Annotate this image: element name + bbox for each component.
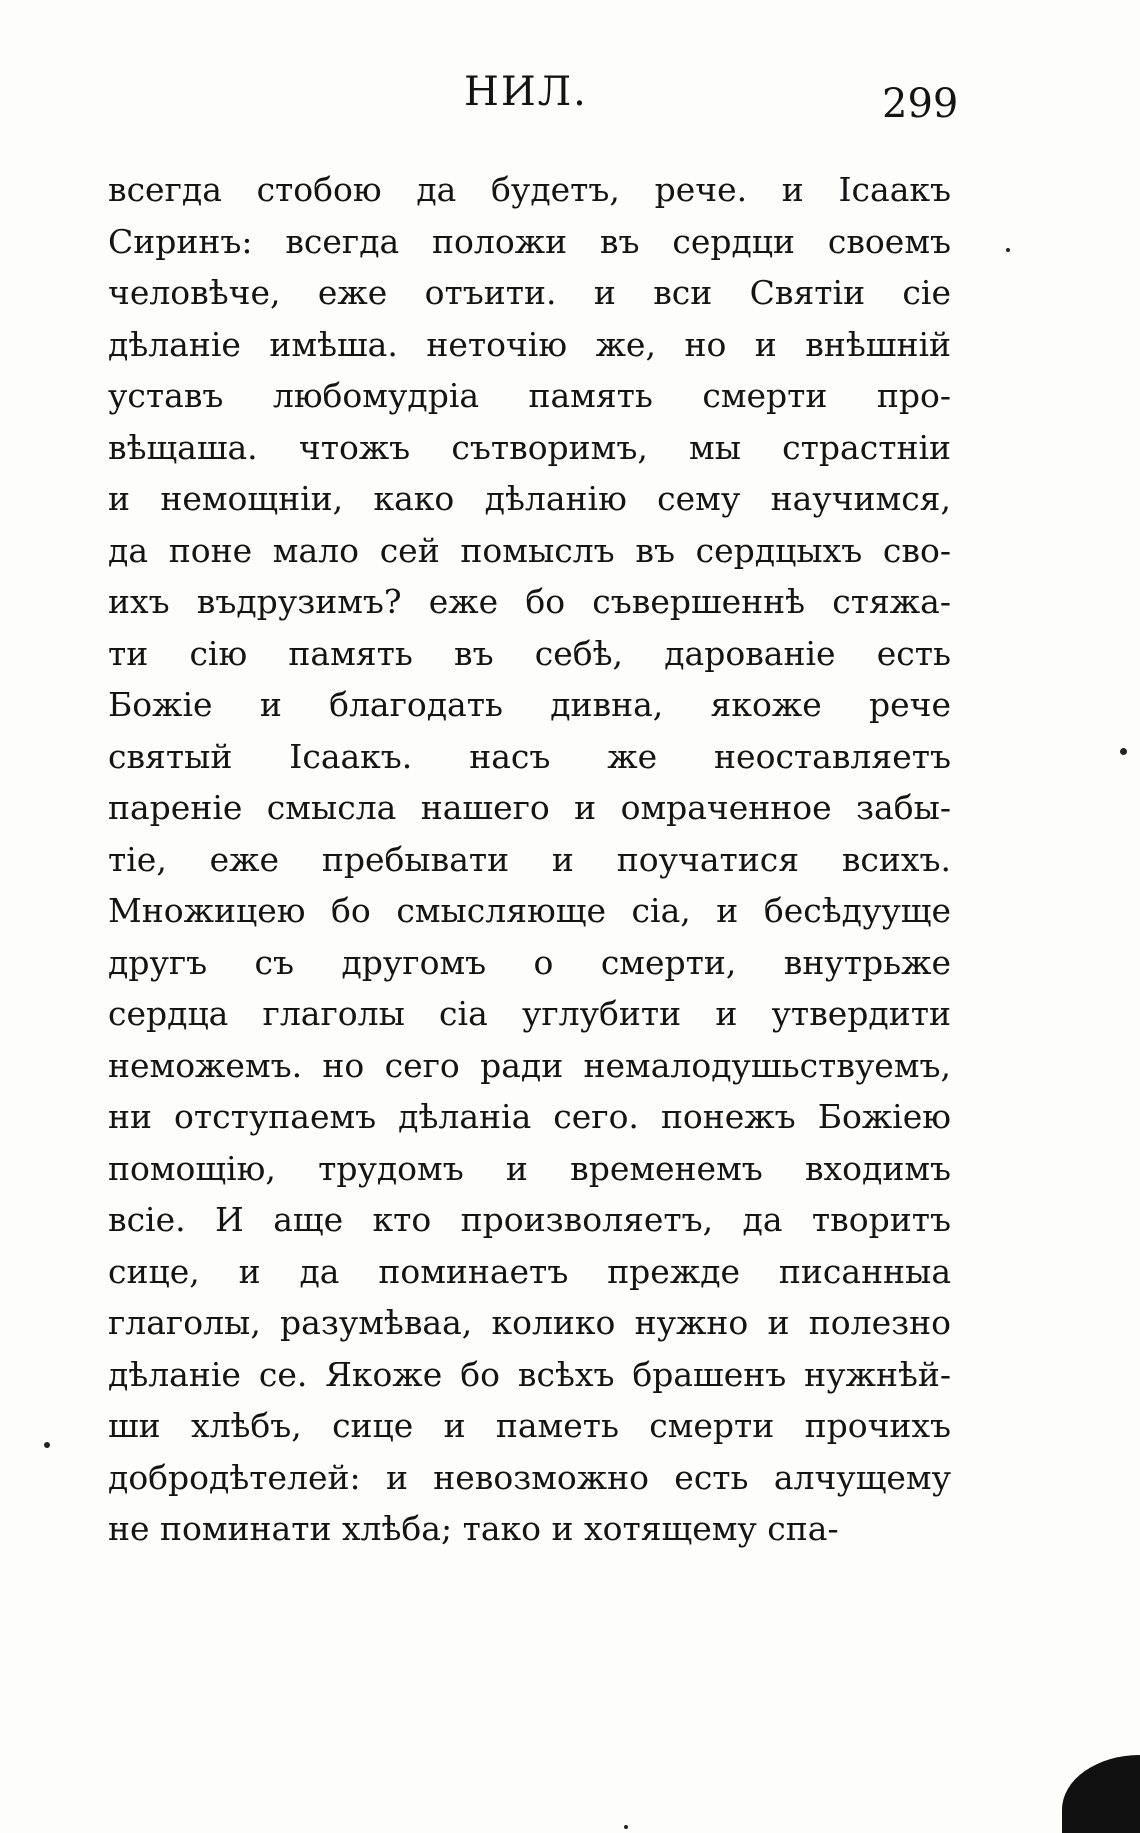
text-line: помощію, трудомъ и временемъ входимъ bbox=[108, 1148, 951, 1188]
text-line: дѣланіе имѣша. неточію же, но и внѣшній bbox=[108, 324, 951, 364]
page-number: 299 bbox=[882, 81, 959, 127]
text-line: ши хлѣбъ, сице и паметь смерти прочихъ bbox=[108, 1406, 951, 1445]
scan-speck bbox=[44, 1442, 50, 1448]
text-line: и немощніи, како дѣланію сему научимся, bbox=[108, 479, 951, 518]
text-line: вѣщаша. чтожъ сътворимъ, мы страстніи bbox=[108, 427, 951, 467]
corner-blot bbox=[1062, 1755, 1140, 1833]
text-line: святый Ісаакъ. насъ же неоставляетъ bbox=[108, 736, 951, 776]
text-line: ни отступаемъ дѣланіа сего. понежъ Божіею bbox=[108, 1097, 951, 1136]
text-line: уставъ любомудріа память смерти про- bbox=[108, 376, 951, 415]
scan-speck bbox=[1120, 748, 1127, 755]
scan-speck bbox=[1006, 248, 1010, 252]
text-line: Божіе и благодать дивна, якоже рече bbox=[108, 685, 951, 724]
text-line: сице, и да поминаетъ прежде писанныа bbox=[108, 1251, 951, 1291]
text-line: всіе. И аще кто произволяетъ, да творитъ bbox=[108, 1200, 951, 1239]
text-line: пареніе смысла нашего и омраченное забы- bbox=[108, 788, 951, 827]
text-line: дѣланіе се. Якоже бо всѣхъ брашенъ нужнѣй- bbox=[108, 1354, 951, 1394]
text-line: сердца глаголы сіа углубити и утвердити bbox=[108, 994, 951, 1033]
text-line: тіе, еже пребывати и поучатися всихъ. bbox=[108, 839, 951, 879]
text-line: другъ съ другомъ о смерти, внутрьже bbox=[108, 942, 951, 982]
text-line: глаголы, разумѣваа, колико нужно и полезно bbox=[108, 1303, 951, 1342]
scan-speck bbox=[624, 1825, 628, 1829]
text-line: Сиринъ: всегда положи въ сердци своемъ bbox=[108, 221, 951, 261]
text-line: Множицею бо смысляюще сіа, и бесѣдууще bbox=[108, 891, 951, 930]
text-line: не поминати хлѣба; тако и хотящему спа- bbox=[108, 1509, 839, 1548]
text-line: ихъ въдрузимъ? еже бо съвершеннѣ стяжа- bbox=[108, 582, 951, 621]
text-line: ти сію память въ себѣ, дарованіе есть bbox=[108, 633, 951, 673]
text-line: человѣче, еже отъити. и вси Святіи сіе bbox=[108, 273, 951, 312]
text-line: всегда стобою да будетъ, рече. и Ісаакъ bbox=[108, 170, 951, 209]
text-line: да поне мало сей помыслъ въ сердцыхъ сво- bbox=[108, 530, 951, 570]
running-head: НИЛ. bbox=[464, 69, 588, 115]
body-text bbox=[108, 164, 951, 1555]
text-line: добродѣтелей: и невозможно есть алчущему bbox=[108, 1457, 951, 1497]
text-line: неможемъ. но сего ради немалодушьствуемъ, bbox=[108, 1045, 951, 1085]
